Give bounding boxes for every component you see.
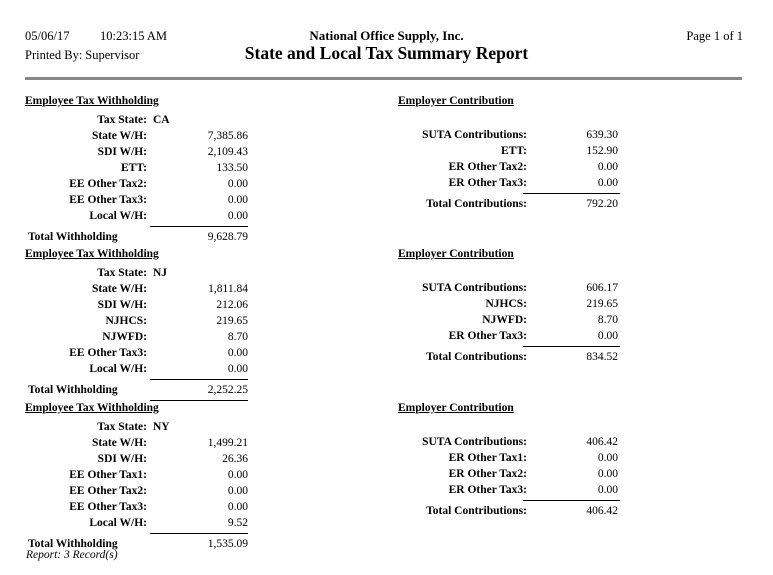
tax-section-nj	[0, 241, 773, 395]
tax-value: 0.00	[597, 468, 618, 480]
tax-label: ER Other Tax3:	[448, 484, 527, 496]
tax-row	[398, 128, 630, 144]
tax-row	[398, 483, 630, 499]
tax-label: EE Other Tax3:	[69, 347, 147, 359]
company-name: National Office Supply, Inc.	[309, 28, 464, 43]
tax-label: NJWFD:	[102, 331, 147, 343]
tax-value: 1,811.84	[208, 283, 248, 295]
tax-value: 639.30	[586, 129, 618, 141]
tax-row	[25, 193, 355, 209]
total-contributions-label: Total Contributions:	[426, 198, 527, 210]
tax-label: State W/H:	[91, 437, 147, 449]
total-rule	[25, 532, 355, 536]
tax-state-value: CA	[153, 114, 170, 126]
tax-value: 212.06	[216, 299, 248, 311]
tax-label: EE Other Tax2:	[69, 485, 147, 497]
tax-label: SUTA Contributions:	[422, 436, 527, 448]
total-contributions-label: Total Contributions:	[426, 505, 527, 517]
tax-row	[25, 282, 355, 298]
total-contributions-row	[398, 504, 630, 521]
tax-value: 406.42	[586, 436, 618, 448]
tax-label: SDI W/H:	[97, 146, 147, 158]
tax-value: 0.00	[227, 178, 248, 190]
employee-withholding-heading: Employee Tax Withholding	[25, 95, 159, 107]
tax-row	[398, 176, 630, 192]
tax-row	[25, 484, 355, 500]
tax-label: ETT:	[121, 162, 147, 174]
total-rule	[25, 378, 355, 382]
tax-label: SDI W/H:	[97, 453, 147, 465]
printed-by-label: Printed By:	[25, 48, 83, 62]
tax-label: NJHCS:	[485, 298, 527, 310]
tax-value: 26.36	[222, 453, 248, 465]
tax-label: EE Other Tax2:	[69, 178, 147, 190]
tax-value: 0.00	[227, 469, 248, 481]
tax-row	[25, 298, 355, 314]
tax-label: ER Other Tax3:	[448, 330, 527, 342]
tax-label: Local W/H:	[89, 517, 147, 529]
tax-value: 0.00	[227, 347, 248, 359]
total-withholding-label: Total Withholding	[28, 538, 118, 550]
tax-row	[25, 209, 355, 225]
employer-contribution-heading: Employer Contribution	[398, 248, 514, 260]
total-rule	[25, 225, 355, 229]
header-rule	[25, 77, 742, 80]
tax-label: SUTA Contributions:	[422, 129, 527, 141]
tax-row	[398, 329, 630, 345]
total-contributions-row	[398, 350, 630, 367]
tax-label: SUTA Contributions:	[422, 282, 527, 294]
tax-value: 606.17	[586, 282, 618, 294]
tax-row	[25, 330, 355, 346]
tax-row	[25, 500, 355, 516]
tax-value: 8.70	[597, 314, 618, 326]
total-withholding-value: 9,628.79	[207, 231, 248, 243]
employee-withholding-block	[25, 395, 355, 554]
report-title: State and Local Tax Summary Report	[244, 43, 529, 63]
tax-row	[398, 281, 630, 297]
tax-label: ETT:	[501, 145, 527, 157]
tax-state-value: NJ	[153, 267, 168, 279]
tax-label: NJHCS:	[105, 315, 147, 327]
total-withholding-value: 1,535.09	[207, 538, 248, 550]
tax-label: Local W/H:	[89, 363, 147, 375]
total-rule	[398, 192, 630, 196]
employer-contribution-heading: Employer Contribution	[398, 402, 514, 414]
tax-label: ER Other Tax2:	[448, 161, 527, 173]
tax-row	[398, 160, 630, 176]
tax-label: SDI W/H:	[97, 299, 147, 311]
total-withholding-label: Total Withholding	[28, 384, 118, 396]
tax-label: NJWFD:	[482, 314, 527, 326]
tax-row	[25, 314, 355, 330]
employer-contribution-heading: Employer Contribution	[398, 95, 514, 107]
tax-row	[25, 145, 355, 161]
tax-row	[25, 362, 355, 378]
report-date: 05/06/17	[25, 29, 70, 43]
tax-row	[25, 129, 355, 145]
total-rule	[398, 345, 630, 349]
total-rule	[398, 499, 630, 503]
employee-withholding-heading: Employee Tax Withholding	[25, 402, 159, 414]
tax-state-label: Tax State:	[97, 421, 147, 433]
tax-row	[398, 313, 630, 329]
tax-value: 0.00	[597, 484, 618, 496]
total-contributions-label: Total Contributions:	[426, 351, 527, 363]
tax-value: 0.00	[597, 452, 618, 464]
tax-row	[398, 144, 630, 160]
employee-withholding-block	[25, 88, 355, 247]
employee-withholding-block	[25, 241, 355, 401]
tax-label: EE Other Tax3:	[69, 194, 147, 206]
tax-section-ny	[0, 395, 773, 549]
tax-value: 0.00	[597, 330, 618, 342]
tax-label: Local W/H:	[89, 210, 147, 222]
tax-value: 133.50	[216, 162, 248, 174]
report-record-count: Report: 3 Record(s)	[26, 549, 118, 561]
employer-contribution-block	[398, 88, 630, 214]
tax-row	[25, 468, 355, 484]
tax-value: 0.00	[597, 177, 618, 189]
tax-label: ER Other Tax3:	[448, 177, 527, 189]
tax-value: 0.00	[227, 363, 248, 375]
tax-label: ER Other Tax2:	[448, 468, 527, 480]
total-contributions-row	[398, 197, 630, 214]
tax-row	[25, 346, 355, 362]
tax-value: 8.70	[227, 331, 248, 343]
tax-value: 0.00	[227, 501, 248, 513]
tax-label: ER Other Tax1:	[448, 452, 527, 464]
tax-row	[25, 516, 355, 532]
tax-value: 0.00	[227, 194, 248, 206]
tax-row	[398, 467, 630, 483]
tax-row	[25, 436, 355, 452]
tax-row	[25, 452, 355, 468]
tax-row	[25, 177, 355, 193]
tax-label: EE Other Tax1:	[69, 469, 147, 481]
employer-contribution-block	[398, 395, 630, 521]
tax-value: 152.90	[586, 145, 618, 157]
tax-value: 0.00	[227, 210, 248, 222]
tax-state-row	[25, 266, 355, 282]
tax-row	[398, 297, 630, 313]
tax-value: 219.65	[216, 315, 248, 327]
tax-label: State W/H:	[91, 130, 147, 142]
tax-value: 2,109.43	[207, 146, 248, 158]
employee-withholding-heading: Employee Tax Withholding	[25, 248, 159, 260]
tax-value: 7,385.86	[207, 130, 248, 142]
tax-label: EE Other Tax3:	[69, 501, 147, 513]
employer-contribution-block	[398, 241, 630, 367]
tax-state-row	[25, 420, 355, 436]
page-indicator: Page 1 of 1	[686, 29, 743, 43]
tax-section-ca	[0, 88, 773, 242]
tax-value: 1,499.21	[207, 437, 248, 449]
total-contributions-value: 834.52	[586, 351, 618, 363]
tax-state-label: Tax State:	[97, 267, 147, 279]
tax-row	[25, 161, 355, 177]
tax-value: 9.52	[227, 517, 248, 529]
printed-by-value: Supervisor	[85, 48, 140, 62]
tax-row	[398, 451, 630, 467]
tax-value: 0.00	[597, 161, 618, 173]
tax-row	[398, 435, 630, 451]
total-withholding-label: Total Withholding	[28, 231, 118, 243]
tax-state-row	[25, 113, 355, 129]
tax-state-value: NY	[153, 421, 170, 433]
tax-value: 0.00	[227, 485, 248, 497]
total-contributions-value: 406.42	[586, 505, 618, 517]
tax-state-label: Tax State:	[97, 114, 147, 126]
total-contributions-value: 792.20	[586, 198, 618, 210]
tax-label: State W/H:	[91, 283, 147, 295]
tax-value: 219.65	[586, 298, 618, 310]
total-withholding-value: 2,252.25	[207, 384, 248, 396]
report-time: 10:23:15 AM	[100, 29, 168, 43]
